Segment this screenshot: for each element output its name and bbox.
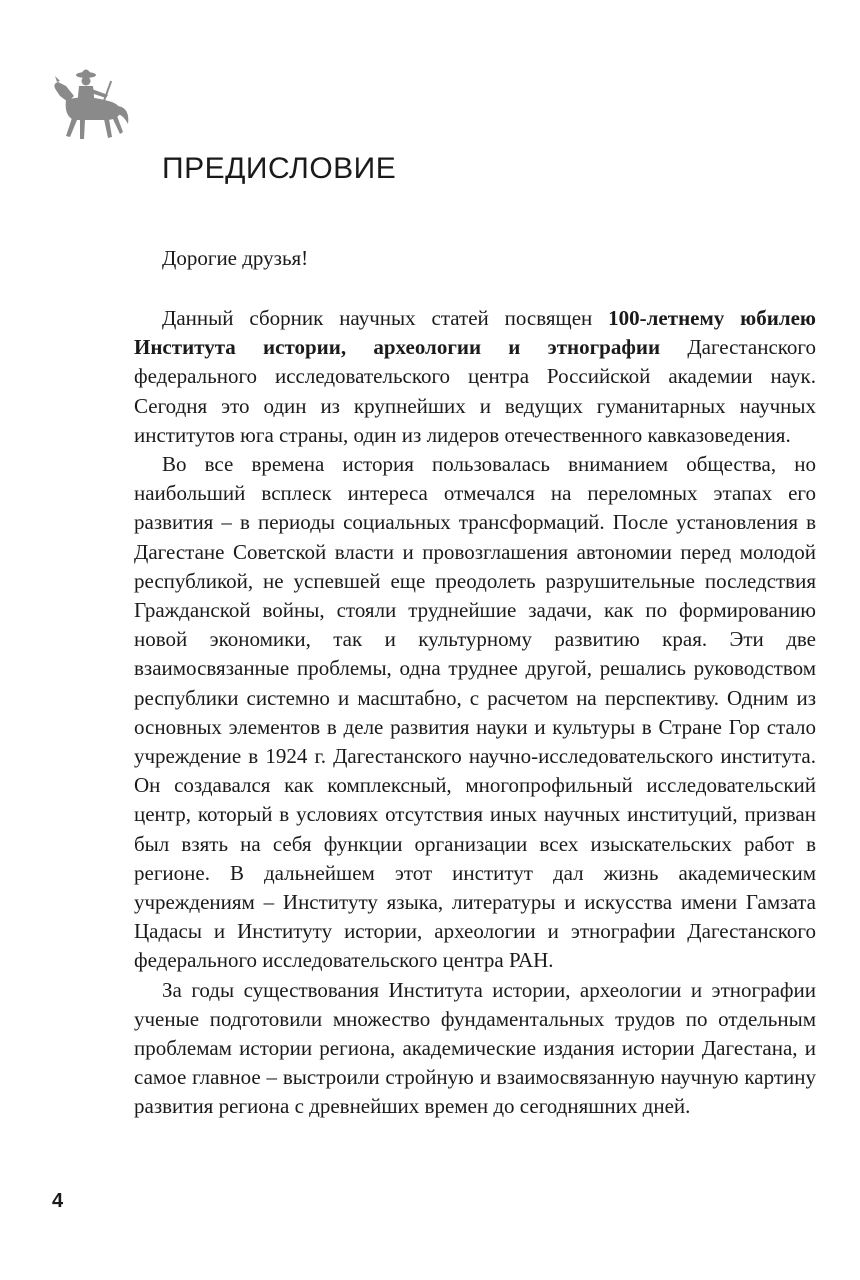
paragraph-1-rest: Дагестанского федерального исследовательского центра Российской академии наук. Сегодня это один из крупнейших и ведущих гуманитарных научных институтов юга страны, один из лидеров отечественного кавказоведения.: [134, 335, 817, 447]
page-number: 4: [52, 1190, 64, 1212]
greeting: Дорогие друзья!: [162, 246, 309, 270]
paragraph-3: За годы существования Института истории, археологии и этнографии ученые подготовили множество фундаментальных трудов по отдельным проблемам истории региона, академические издания истории Дагестана, и самое главное – выстроили стройную и взаимосвязанную научную картину развития региона с древнейших времен до сегодняшних дней.: [134, 977, 816, 1119]
paragraph-1: [134, 304, 816, 450]
horseman-emblem-icon: [46, 62, 134, 144]
page-title: ПРЕДИСЛОВИЕ: [162, 152, 397, 185]
preface-body: [134, 304, 816, 1122]
paragraph-2: Во все времена история пользовалась вниманием общества, но наибольший всплеск интереса отмечался на переломных этапах его развития – в периоды социальных трансформаций. После установления в Дагестане Советской власти и провозглашения автономии перед молодой республикой, не успевшей еще преодолеть разрушительные последствия Гражданской войны, стояли труднейшие задачи, как по формированию новой экономики, так и культурному развитию края. Эти две взаимосвязанные проблемы, одна труднее другой, решались руководством республики системно и масштабно, с расчетом на перспективу. Одним из основных элементов в деле развития науки и культуры в Стране Гор стало учреждение в 1924 г. Дагестанского научно-исследовательского института. Он создавался как комплексный, многопрофильный исследовательский центр, который в условиях отсутствия иных научных институций, призван был взять на себя функции организации всех изыскательских работ в регионе. В дальнейшем этот институт дал жизнь академическим учреждениям – Институту языка, литературы и искусства имени Гамзата Цадасы и Институту истории, археологии и этнографии Дагестанского федерального исследовательского центра РАН.: [134, 452, 816, 973]
paragraph-1-bold: 100-летнему юбилею Института истории, археологии и этнографии: [134, 306, 816, 360]
paragraph-1-lead: Данный сборник научных статей посвящен: [162, 306, 609, 330]
